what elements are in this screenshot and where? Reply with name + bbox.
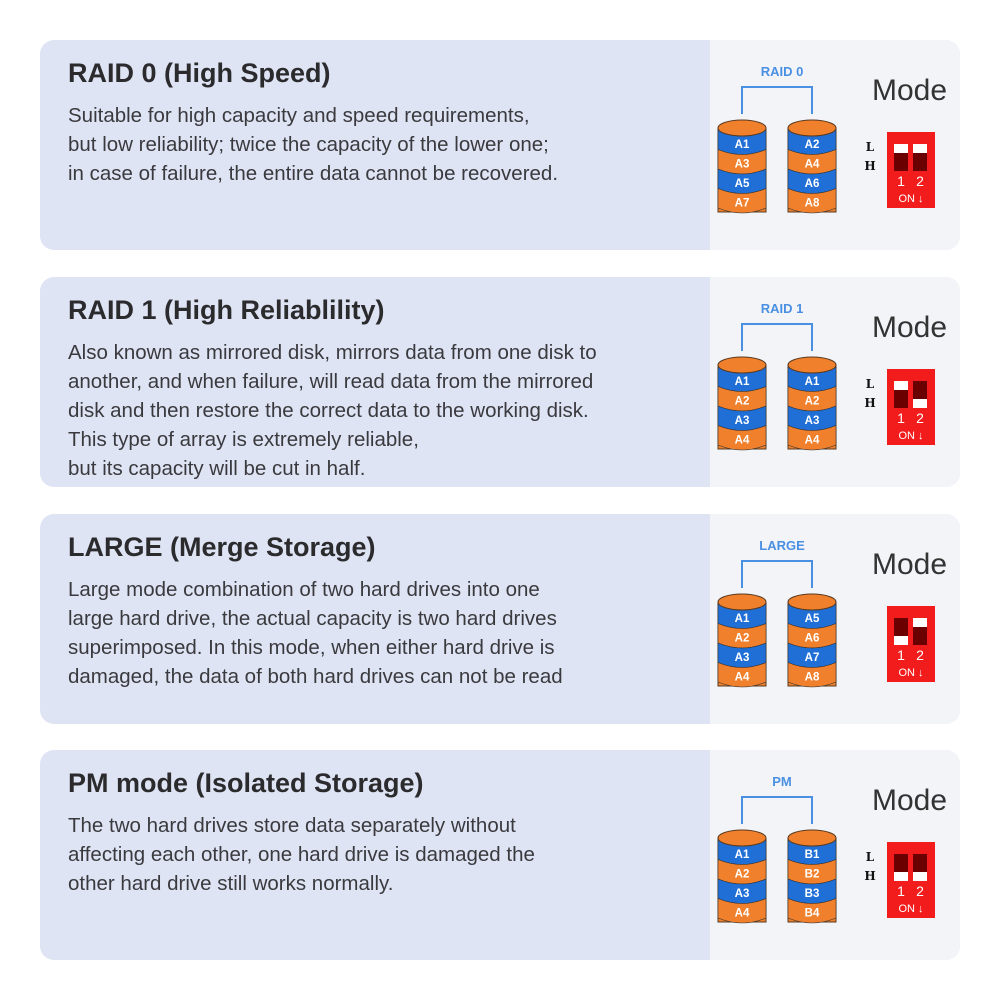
switch-level-label: L (865, 377, 875, 391)
switch-toggle-knob (913, 618, 927, 627)
mode-diagram-panel (710, 277, 960, 487)
hard-disk-icon (788, 594, 836, 687)
disk-block-label: A3 (734, 651, 750, 664)
disk-block-label: A4 (804, 434, 820, 447)
mode-title: LARGE (Merge Storage) (68, 532, 376, 562)
mode-description-panel (40, 277, 710, 487)
disk-block-label: A1 (734, 375, 750, 388)
disk-block-label: A7 (734, 197, 750, 210)
hard-disk-icon (788, 357, 836, 450)
disk-block-label: A5 (734, 177, 750, 190)
dip-switch (864, 369, 935, 445)
dip-switch (887, 606, 935, 682)
dip-switch (864, 842, 935, 918)
disk-block-label: A4 (734, 434, 750, 447)
mode-card (40, 40, 960, 250)
disk-top (718, 830, 766, 846)
disk-top (788, 120, 836, 136)
disk-block-label: B2 (804, 868, 820, 881)
switch-on-label: ON ↓ (898, 430, 924, 442)
disk-block-label: A1 (734, 138, 750, 151)
diagram-label: LARGE (759, 538, 805, 553)
connector-line (742, 324, 812, 351)
mode-label: Mode (872, 548, 948, 581)
connector-line (742, 561, 812, 588)
disk-block-label: A8 (804, 671, 820, 684)
switch-number: 1 (897, 410, 905, 426)
disk-block-label: B1 (804, 848, 820, 861)
switch-number: 1 (897, 647, 905, 663)
mode-description: Large mode combination of two hard drives into one large hard drive, the actual capacity is two hard drives superimposed. In this mode, when either hard drive is damaged, the data of both hard drives can not be read (68, 578, 563, 688)
diagram-label: PM (772, 774, 792, 789)
switch-toggle-knob (894, 381, 908, 390)
switch-toggle-knob (913, 399, 927, 408)
mode-description: The two hard drives store data separately without affecting each other, one hard drive is damaged the other hard drive still works normally. (68, 814, 535, 895)
switch-level-label: L (865, 850, 875, 864)
disk-top (788, 594, 836, 610)
switch-number: 2 (916, 647, 924, 663)
switch-toggle-knob (894, 144, 908, 153)
switch-on-label: ON ↓ (898, 193, 924, 205)
disk-block-label: A4 (804, 158, 820, 171)
disk-block-label: A2 (734, 632, 750, 645)
disk-block-label: A2 (804, 395, 820, 408)
mode-description-panel (40, 750, 710, 960)
disk-block-label: A7 (804, 651, 820, 664)
switch-number: 2 (916, 410, 924, 426)
disk-block-label: A3 (804, 414, 820, 427)
hard-disk-icon (718, 830, 766, 923)
connector-line (742, 87, 812, 114)
mode-title: PM mode (Isolated Storage) (68, 768, 424, 798)
mode-diagram-panel (710, 40, 960, 250)
mode-card (40, 277, 960, 487)
raid-diagram (710, 40, 960, 250)
mode-description: Also known as mirrored disk, mirrors data from one disk to another, and when failure, will read data from the mirrored disk and then restore the correct data to the working disk. This type of array is extremely reliable, but its capacity will be cut in half. (68, 341, 597, 480)
switch-number: 2 (916, 173, 924, 189)
mode-card (40, 514, 960, 724)
switch-number: 1 (897, 173, 905, 189)
switch-level-label: H (864, 869, 876, 883)
hard-disk-icon (788, 120, 836, 213)
switch-number: 2 (916, 883, 924, 899)
disk-top (788, 830, 836, 846)
mode-label: Mode (872, 784, 948, 817)
switch-toggle-knob (894, 872, 908, 881)
raid-diagram (710, 514, 960, 724)
hard-disk-icon (718, 357, 766, 450)
disk-block-label: A5 (804, 612, 820, 625)
diagram-label: RAID 0 (760, 64, 804, 79)
switch-on-label: ON ↓ (898, 667, 924, 679)
disk-block-label: A2 (734, 395, 750, 408)
hard-disk-icon (718, 594, 766, 687)
raid-diagram (710, 277, 960, 487)
hard-disk-icon (788, 830, 836, 923)
dip-switch (864, 132, 935, 208)
mode-title: RAID 0 (High Speed) (68, 58, 331, 88)
switch-on-label: ON ↓ (898, 903, 924, 915)
raid-diagram (710, 750, 960, 960)
switch-toggle-knob (913, 872, 927, 881)
disk-block-label: A3 (734, 887, 750, 900)
mode-title: RAID 1 (High Reliablility) (68, 295, 385, 325)
switch-level-label: H (864, 396, 876, 410)
disk-block-label: A4 (734, 671, 750, 684)
disk-block-label: A8 (804, 197, 820, 210)
mode-description-panel (40, 514, 710, 724)
disk-block-label: A6 (804, 177, 820, 190)
hard-disk-icon (718, 120, 766, 213)
disk-block-label: A4 (734, 907, 750, 920)
mode-card (40, 750, 960, 960)
switch-level-label: L (865, 140, 875, 154)
switch-number: 1 (897, 883, 905, 899)
diagram-label: RAID 1 (760, 301, 804, 316)
mode-description-panel (40, 40, 710, 250)
disk-block-label: A3 (734, 414, 750, 427)
connector-line (742, 797, 812, 824)
disk-top (718, 120, 766, 136)
disk-block-label: A2 (804, 138, 820, 151)
disk-block-label: A2 (734, 868, 750, 881)
disk-block-label: A1 (734, 612, 750, 625)
switch-toggle-knob (894, 636, 908, 645)
mode-diagram-panel (710, 750, 960, 960)
mode-label: Mode (872, 311, 948, 344)
switch-toggle-knob (913, 144, 927, 153)
mode-description: Suitable for high capacity and speed requirements, but low reliability; twice the capacity of the lower one; in case of failure, the entire data cannot be recovered. (68, 104, 559, 185)
mode-label: Mode (872, 74, 948, 107)
disk-block-label: A3 (734, 158, 750, 171)
disk-block-label: A1 (734, 848, 750, 861)
switch-level-label: H (864, 159, 876, 173)
disk-block-label: A1 (804, 375, 820, 388)
disk-block-label: B3 (804, 887, 820, 900)
disk-top (718, 594, 766, 610)
mode-diagram-panel (710, 514, 960, 724)
disk-block-label: A6 (804, 632, 820, 645)
disk-top (788, 357, 836, 373)
disk-top (718, 357, 766, 373)
disk-block-label: B4 (804, 907, 820, 920)
